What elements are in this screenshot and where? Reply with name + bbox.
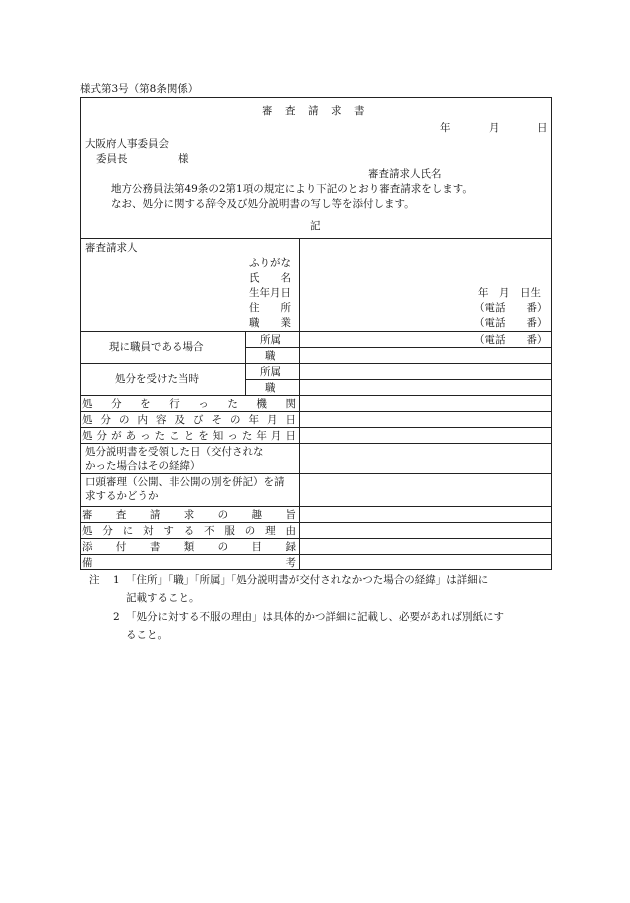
notes-prefix: 注 [89, 574, 100, 586]
row-line [80, 443, 552, 444]
row-line [80, 473, 552, 474]
current-staff-label: 現に職員である場合 [109, 341, 204, 353]
current-dept-label: 所属 [260, 334, 281, 346]
requester-heading: 審査請求人 [85, 242, 138, 254]
note-2-line-2: ること。 [126, 629, 168, 641]
note-1-line-1: 「住所」「職」「所属」「処分説明書が交付されなかつた場合の経緯」は詳細に [126, 574, 489, 586]
note-2-line-1: 「処分に対する不服の理由」は具体的かつ詳細に記載し、必要があれば別紙にす [126, 611, 504, 623]
row-line [245, 347, 552, 348]
occupation-label: 職 業 [249, 317, 291, 329]
body-line-1: 地方公務員法第49条の2第1項の規定により下記のとおり審査請求をします。 [111, 183, 473, 195]
reason-label: 処 分 に 対 す る 不 服 の 理 由 [82, 525, 296, 537]
note-1-line-2: 記載すること。 [126, 592, 200, 604]
requester-name-label: 審査請求人氏名 [368, 168, 442, 180]
form-number: 様式第3号（第8条関係） [80, 83, 199, 95]
row-line [80, 522, 552, 523]
date-month: 月 [489, 122, 500, 134]
row-line [80, 411, 552, 412]
note-1-number: 1 [113, 574, 120, 586]
body-line-2: なお、処分に関する辞令及び処分説明書の写し等を添付します。 [111, 198, 415, 210]
at-disposition-label: 処分を受けた当時 [115, 373, 199, 385]
name-label: 氏 名 [249, 272, 291, 284]
row-line [80, 506, 552, 507]
row-line [80, 331, 552, 332]
address-label: 住 所 [249, 302, 291, 314]
remarks-label: 備 考 [82, 557, 296, 569]
phone-1: （電話 番） [474, 302, 548, 314]
disposer-label: 処 分 を 行 っ た 機 関 [82, 398, 296, 410]
purpose-label: 審 査 請 求 の 趣 旨 [82, 509, 296, 521]
content-label: 処 分 の 内 容 及 び そ の 年 月 日 [82, 414, 296, 426]
row-line [80, 538, 552, 539]
disp-dept-label: 所属 [260, 366, 281, 378]
hearing-label-2: 求するかどうか [85, 490, 159, 502]
dob-suffix: 年 月 日生 [478, 287, 541, 299]
known-date-label: 処 分 が あ っ た こ と を 知 っ た 年 月 日 [82, 430, 296, 442]
date-year: 年 [440, 122, 451, 134]
ki-heading: 記 [310, 220, 321, 232]
furigana-label: ふりがな [249, 257, 291, 269]
note-2-number: 2 [113, 611, 120, 623]
attachments-label: 添 付 書 類 の 目 録 [82, 541, 296, 553]
table-top-line [80, 238, 552, 239]
addressee-title: 委員長 [96, 153, 128, 165]
row-line [80, 554, 552, 555]
form-title: 審 査 請 求 書 [262, 105, 366, 117]
addressee-org: 大阪府人事委員会 [85, 138, 169, 150]
explanation-label-2: かった場合はその経緯） [85, 460, 201, 472]
phone-2: （電話 番） [474, 317, 548, 329]
current-position-label: 職 [265, 350, 276, 362]
disp-position-label: 職 [265, 382, 276, 394]
row-line [80, 363, 552, 364]
row-line [80, 427, 552, 428]
explanation-label-1: 処分説明書を受領した日（交付されな [85, 446, 264, 458]
row-line [80, 395, 552, 396]
phone-3: （電話 番） [474, 334, 548, 346]
date-day: 日 [537, 122, 548, 134]
row-line [245, 379, 552, 380]
table-divider [299, 238, 300, 570]
dob-label: 生年月日 [249, 287, 291, 299]
hearing-label-1: 口頭審理（公開、非公開の別を併記）を請 [85, 476, 285, 488]
addressee-honorific: 様 [178, 153, 189, 165]
